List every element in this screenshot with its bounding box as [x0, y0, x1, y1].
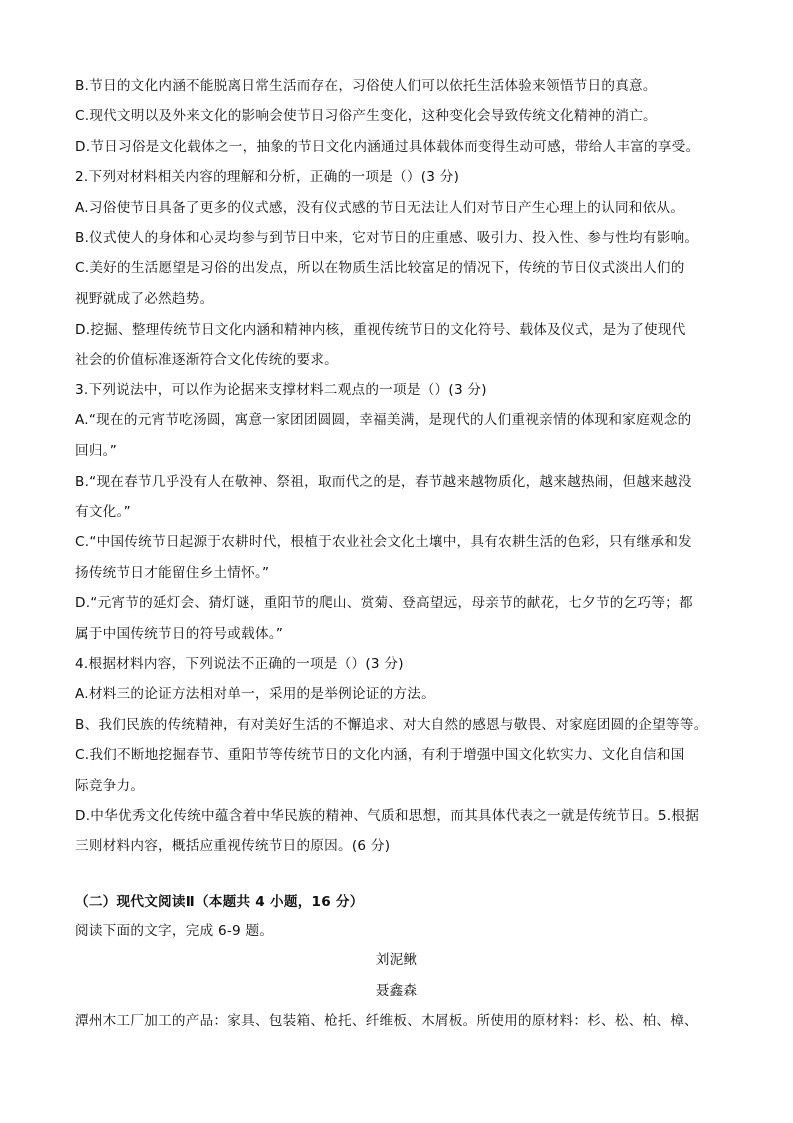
- q3-option-d: D.“元宵节的延灯会、猜灯谜，重阳节的爬山、赏菊、登高望远，母亲节的献花，七夕节的乞巧等；都: [75, 595, 693, 611]
- question-3: 3.下列说法中，可以作为论据来支撑材料二观点的一项是（）(3 分): [75, 382, 487, 398]
- option-b-line: B.节日的文化内涵不能脱离日常生活而存在，习俗使人们可以依托生活体验来领悟节日的真意。: [75, 78, 657, 94]
- q4-option-c-cont: 际竞争力。: [75, 778, 145, 794]
- q3-option-b: B.“现在春节几乎没有人在敬神、祭祖，取而代之的是，春节越来越物质化，越来越热闹，但越来越没: [75, 474, 692, 490]
- q3-option-a-cont: 回归。”: [75, 443, 118, 459]
- option-d-line: D.节日习俗是文化载体之一，抽象的节日文化内涵通过具体载体而变得生动可感，带给人丰富的享受。: [75, 139, 700, 155]
- q4-option-d: D.中华优秀文化传统中蕴含着中华民族的精神、气质和思想，而其具体代表之一就是传统节日。5.根据: [75, 808, 700, 824]
- q2-option-d: D.挖掘、整理传统节日文化内涵和精神内核，重视传统节日的文化符号、载体及仪式，是为了使现代: [75, 322, 686, 338]
- q3-option-b-cont: 有文化。”: [75, 504, 131, 520]
- q2-option-a: A.习俗使节日具备了更多的仪式感，没有仪式感的节日无法让人们对节日产生心理上的认同和依从。: [75, 200, 685, 216]
- story-title: 刘泥鳅: [375, 952, 418, 968]
- section-heading: （二）现代文阅读Ⅱ（本题共 4 小题，16 分）: [75, 894, 364, 910]
- q3-option-a: A.“现在的元宵节吃汤圆，寓意一家团团圆圆，幸福美满，是现代的人们重视亲情的体现和家庭观念的: [75, 412, 692, 428]
- story-author: 聂鑫森: [375, 983, 418, 999]
- q4-option-c: C.我们不断地挖掘春节、重阳节等传统节日的文化内涵，有利于增强中国文化软实力、文化自信和国: [75, 747, 685, 763]
- q3-option-c: C.“中国传统节日起源于农耕时代，根植于农业社会文化土壤中，具有农耕生活的色彩，只有继承和发: [75, 534, 692, 550]
- question-4: 4.根据材料内容，下列说法不正确的一项是（）(3 分): [75, 656, 404, 672]
- q3-option-c-cont: 扬传统节日才能留住乡土情怀。”: [75, 565, 270, 581]
- q4-option-a: A.材料三的论证方法相对单一，采用的是举例论证的方法。: [75, 686, 435, 702]
- question-5: 三则材料内容，概括应重视传统节日的原因。(6 分): [75, 838, 391, 854]
- q4-option-b: B、我们民族的传统精神，有对美好生活的不懈追求、对大自然的感恩与敬畏、对家庭团圆的企望等等。: [75, 717, 708, 733]
- q2-option-c-cont: 视野就成了必然趋势。: [75, 291, 214, 307]
- q2-option-b: B.仪式使人的身体和心灵均参与到节日中来，它对节日的庄重感、吸引力、投入性、参与性均有影响。: [75, 230, 699, 246]
- q2-option-c: C.美好的生活愿望是习俗的出发点，所以在物质生活比较富足的情况下，传统的节日仪式淡出人们的: [75, 260, 685, 276]
- option-c-line: C.现代文明以及外来文化的影响会使节日习俗产生变化，这种变化会导致传统文化精神的消亡。: [75, 108, 657, 124]
- reading-instruction: 阅读下面的文字，完成 6-9 题。: [75, 923, 274, 939]
- q2-option-d-cont: 社会的价值标准逐渐符合文化传统的要求。: [75, 352, 339, 368]
- story-first-line: 潭州木工厂加工的产品：家具、包装箱、枪托、纤维板、木屑板。所使用的原材料：杉、松、柏、樟、: [75, 1013, 698, 1029]
- q3-option-d-cont: 属于中国传统节日的符号或载体。”: [75, 626, 284, 642]
- question-2: 2.下列对材料相关内容的理解和分析，正确的一项是（）(3 分): [75, 169, 460, 185]
